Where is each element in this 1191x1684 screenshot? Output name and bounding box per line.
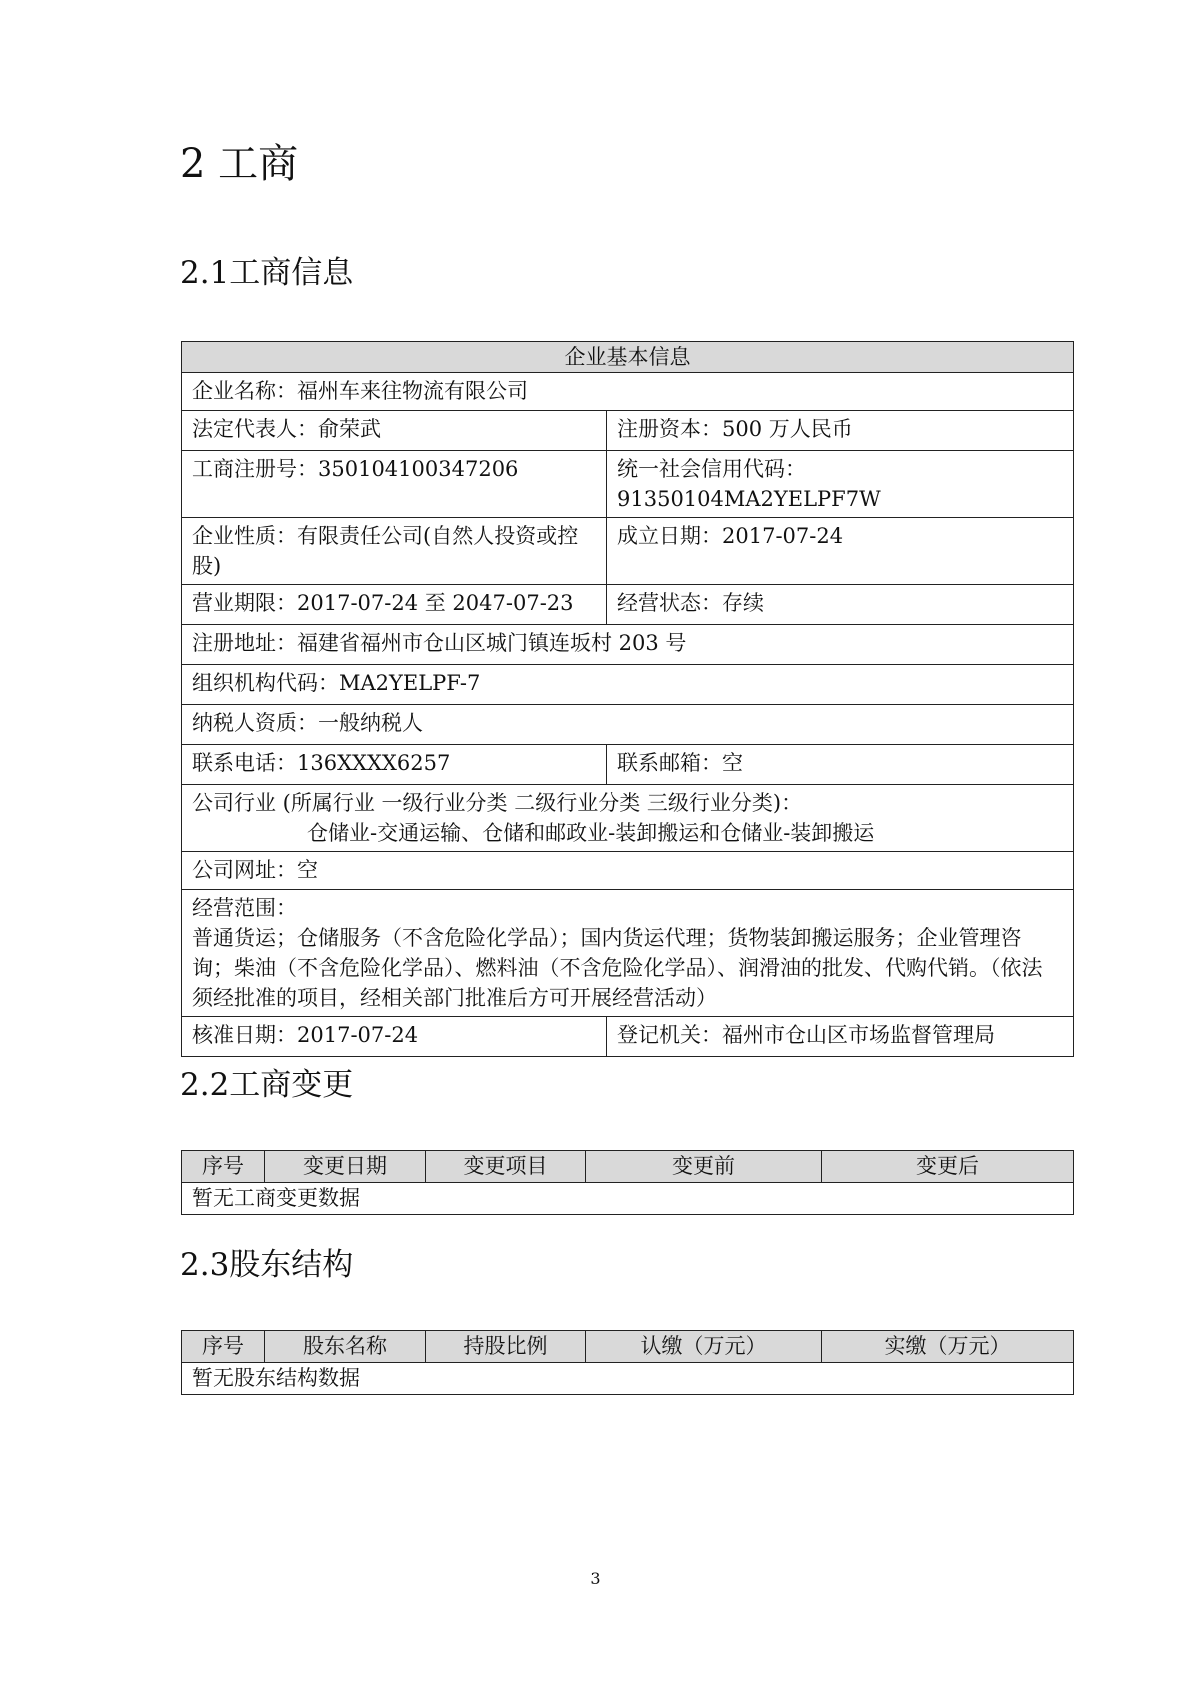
- shareholders-table: [181, 1330, 1074, 1395]
- info-heading: 2.1工商信息: [180, 255, 354, 291]
- scope-text: 普通货运；仓储服务（不含危险化学品）；国内货运代理；货物装卸搬运服务；企业管理咨询；柴油（不含危险化学品）、燃料油（不含危险化学品）、润滑油的批发、代购代销。（依法须经批准的项目，经相关部门批准后方可开展经营活动）: [192, 926, 1043, 1010]
- col-header: 实缴（万元）: [822, 1331, 1074, 1363]
- registered-capital: 注册资本：500 万人民币: [607, 411, 1074, 451]
- registration-authority: 登记机关：福州市仓山区市场监督管理局: [607, 1017, 1074, 1057]
- approval-date: 核准日期：2017-07-24: [182, 1017, 607, 1057]
- company-nature: 企业性质：有限责任公司(自然人投资或控股): [182, 518, 607, 585]
- registered-address: 注册地址：福建省福州市仓山区城门镇连坂村 203 号: [182, 625, 1074, 665]
- found-date: 成立日期：2017-07-24: [607, 518, 1074, 585]
- scope-label: 经营范围：: [192, 896, 297, 920]
- page-number: 3: [590, 1569, 601, 1588]
- taxpayer-qualification: 纳税人资质：一般纳税人: [182, 705, 1074, 745]
- company-info-table: [181, 341, 1074, 1057]
- credit-code: 统一社会信用代码：91350104MA2YELPF7W: [607, 451, 1074, 518]
- change-table: [181, 1150, 1074, 1215]
- industry-cell: [182, 785, 1074, 852]
- business-term: 营业期限：2017-07-24 至 2047-07-23: [182, 585, 607, 625]
- shareholders-heading: 2.3股东结构: [180, 1247, 354, 1283]
- col-header: 变更项目: [426, 1151, 586, 1183]
- empty-message: 暂无工商变更数据: [182, 1183, 1074, 1215]
- company-website: 公司网址：空: [182, 852, 1074, 890]
- col-header: 变更后: [822, 1151, 1074, 1183]
- table-title: 企业基本信息: [182, 342, 1074, 373]
- col-header: 认缴（万元）: [586, 1331, 822, 1363]
- company-name: 企业名称：福州车来往物流有限公司: [182, 373, 1074, 411]
- org-code: 组织机构代码：MA2YELPF-7: [182, 665, 1074, 705]
- empty-message: 暂无股东结构数据: [182, 1363, 1074, 1395]
- col-header: 持股比例: [426, 1331, 586, 1363]
- business-status: 经营状态：存续: [607, 585, 1074, 625]
- industry-value: 仓储业-交通运输、仓储和邮政业-装卸搬运和仓储业-装卸搬运: [307, 821, 875, 845]
- col-header: 序号: [182, 1331, 265, 1363]
- col-header: 变更日期: [265, 1151, 426, 1183]
- contact-email: 联系邮箱：空: [607, 745, 1074, 785]
- registration-number: 工商注册号：350104100347206: [182, 451, 607, 518]
- contact-phone: 联系电话：136XXXX6257: [182, 745, 607, 785]
- section-title: 2 工商: [180, 141, 299, 187]
- col-header: 序号: [182, 1151, 265, 1183]
- col-header: 股东名称: [265, 1331, 426, 1363]
- change-heading: 2.2工商变更: [180, 1067, 354, 1103]
- col-header: 变更前: [586, 1151, 822, 1183]
- industry-label: 公司行业 (所属行业 一级行业分类 二级行业分类 三级行业分类)：: [192, 791, 803, 815]
- legal-representative: 法定代表人：俞荣武: [182, 411, 607, 451]
- business-scope-cell: [182, 890, 1074, 1017]
